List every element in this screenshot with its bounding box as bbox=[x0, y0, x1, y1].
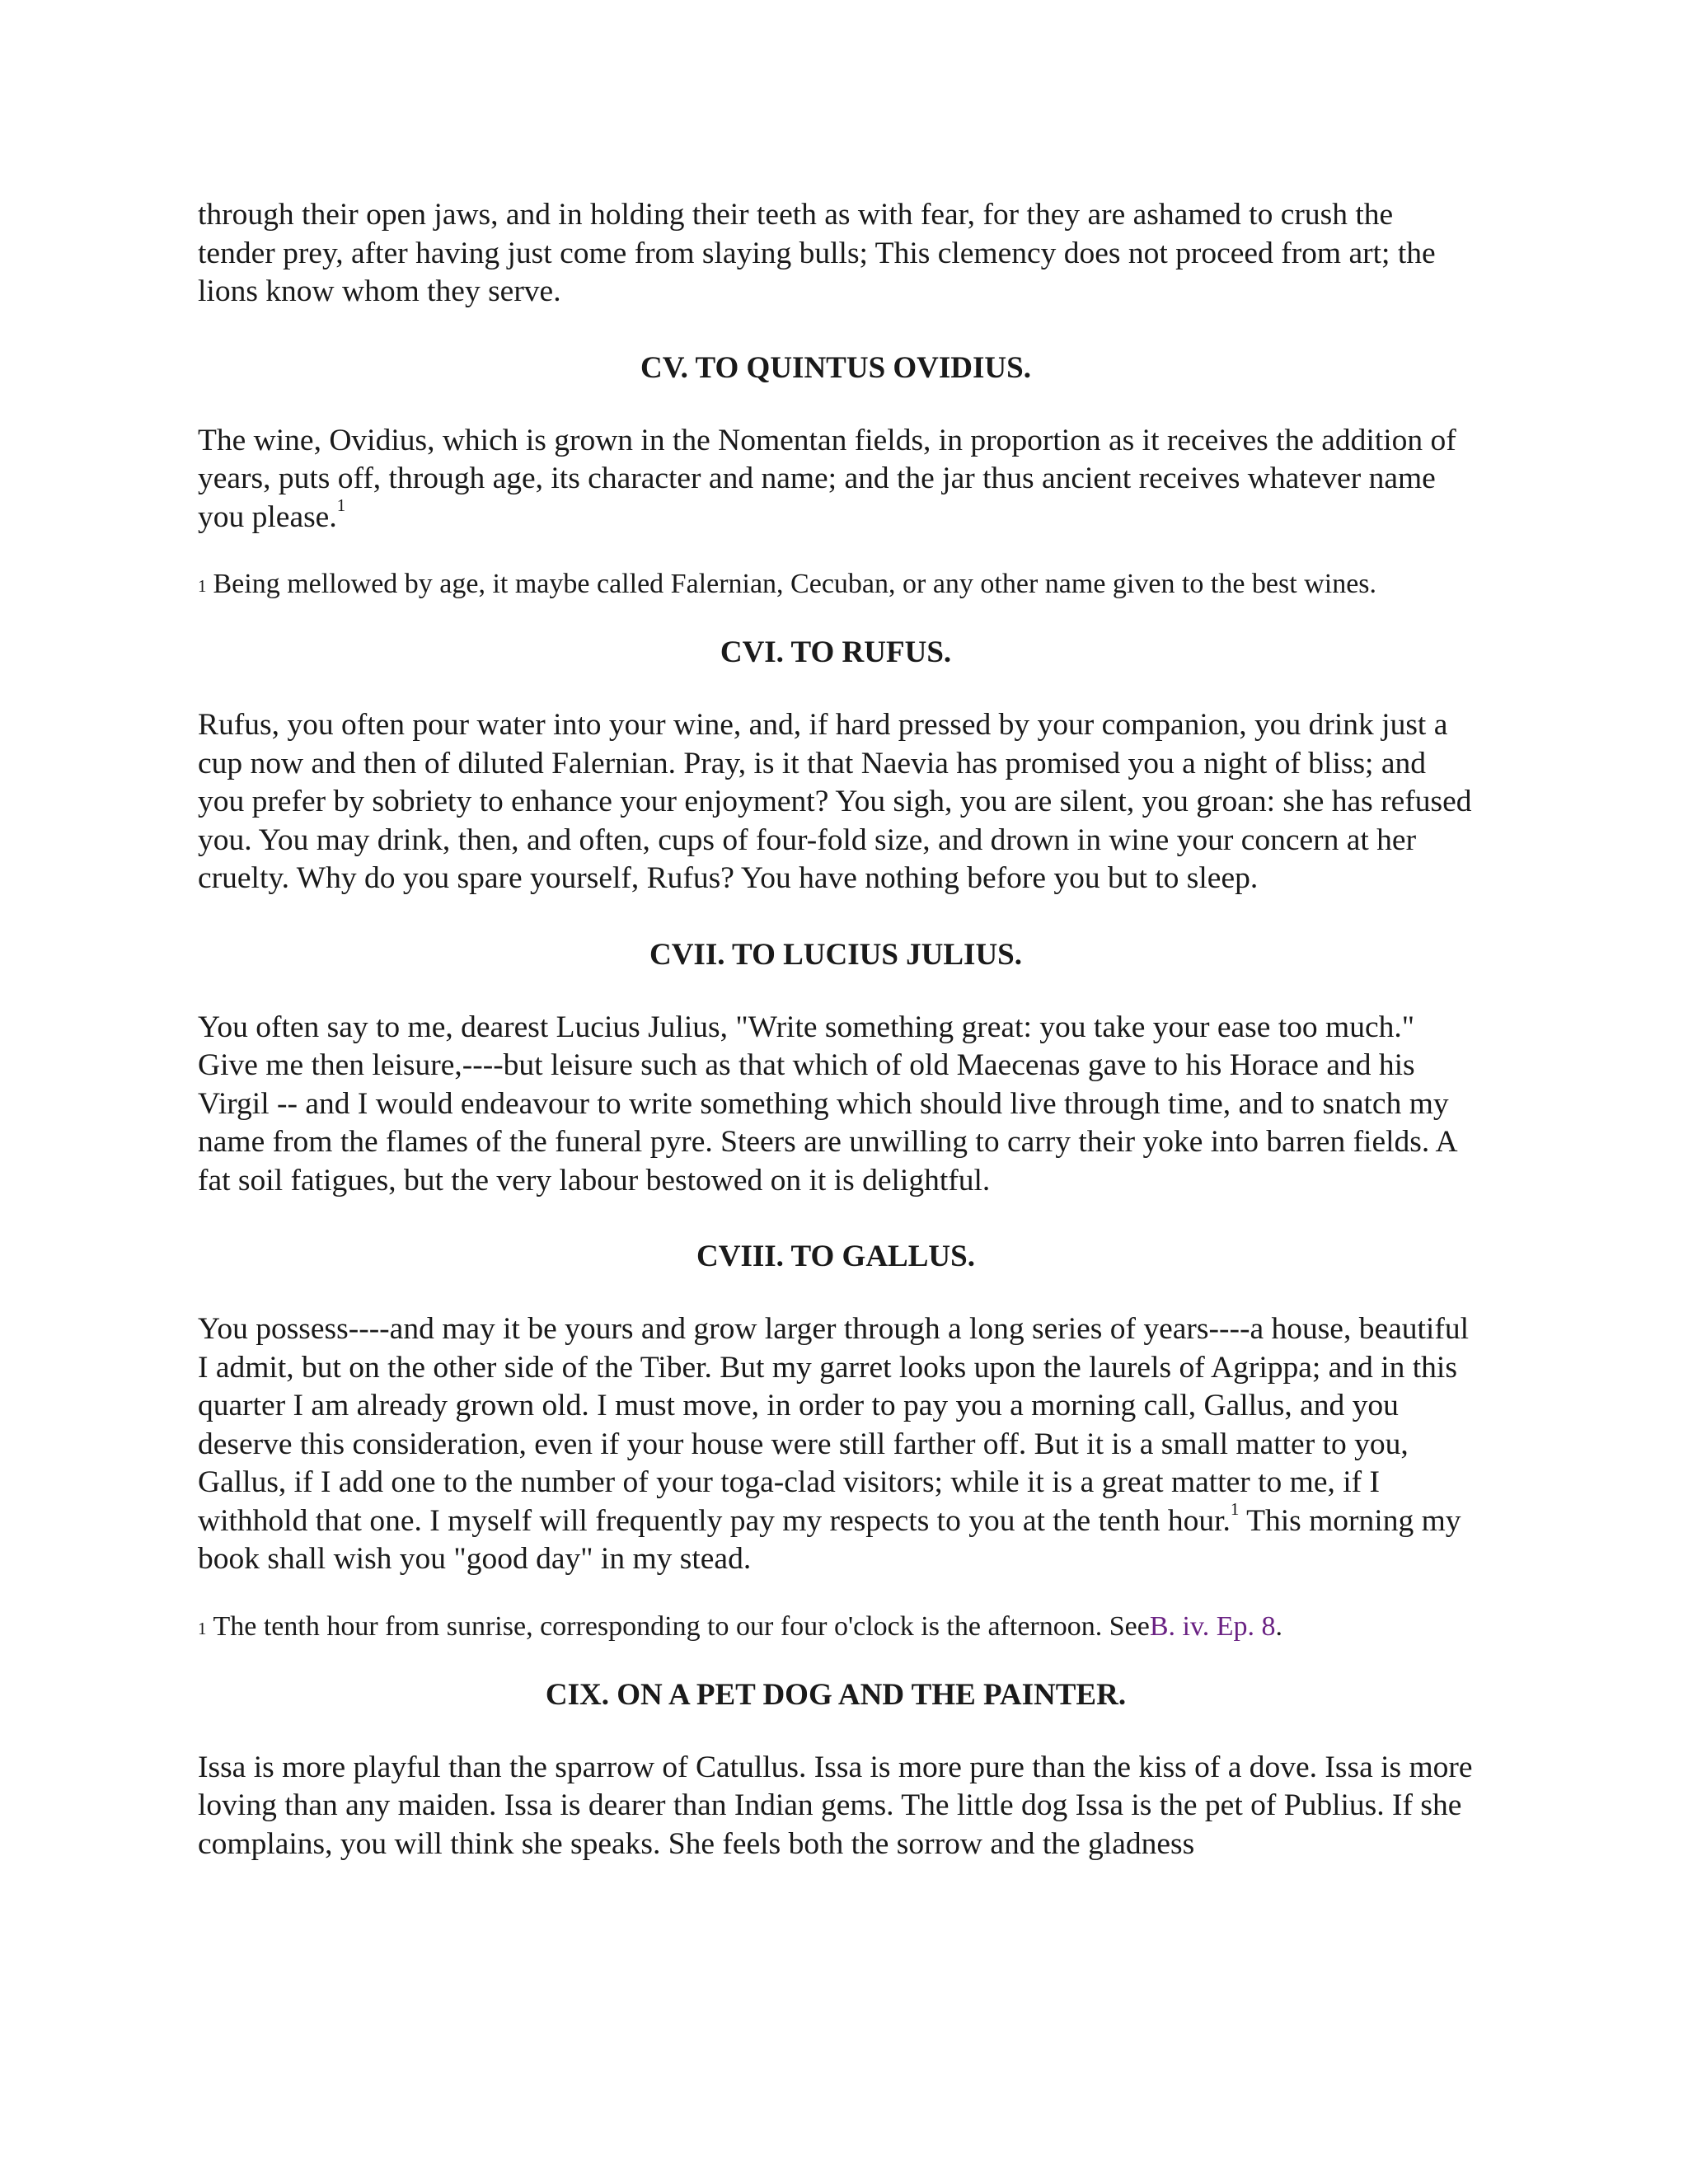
heading-cvi: CVI. TO RUFUS. bbox=[720, 635, 952, 669]
page-content bbox=[198, 196, 1474, 1863]
paragraph-cvii: You often say to me, dearest Lucius Julius, "Write something great: you take your ease too much." Give me then leisure,----but leisure such as that which of old Maecenas gave to his Horace and his Virgil -- and I would endeavour to write something which should live through time, and to snatch my name from the flames of the funeral pyre. Steers are unwilling to carry their yoke into barren fields. A fat soil fatigues, but the very labour bestowed on it is delightful. bbox=[198, 1010, 1456, 1197]
footnote-cviii bbox=[198, 1609, 1474, 1645]
footnote-cviii-text: The tenth hour from sunrise, corresponding to our four o'clock is the afternoon. See bbox=[213, 1610, 1150, 1642]
paragraph-cviii bbox=[198, 1310, 1474, 1579]
note-ref-cviii: 1 bbox=[1230, 1498, 1240, 1519]
heading-cvii: CVII. TO LUCIUS JULIUS. bbox=[649, 937, 1023, 972]
footnote-mark-cv: 1 bbox=[198, 576, 207, 596]
paragraph-cviii-text: You possess----and may it be yours and grow larger through a long series of years----a house, beautiful I admit, but on the other side of the Tiber. But my garret looks upon the laurels of Agrippa; and in this quarter I am already grown old. I must move, in order to pay you a morning call, Gallus, and you deserve this consideration, even if your house were still farther off. But it is a small matter to you, Gallus, if I add one to the number of your toga-clad visitors; while it is a great matter to me, if I withhold that one. I myself will frequently pay my respects to you at the tenth hour. bbox=[198, 1312, 1469, 1538]
footnote-cviii-end: . bbox=[1275, 1610, 1283, 1642]
intro-paragraph: through their open jaws, and in holding their teeth as with fear, for they are ashamed to crush the tender prey, after having just come from slaying bulls; This clemency does not proceed from art; the lions know whom they serve. bbox=[198, 198, 1436, 308]
paragraph-cvi: Rufus, you often pour water into your wine, and, if hard pressed by your companion, you drink just a cup now and then of diluted Falernian. Pray, is it that Naevia has promised you a night of bliss; and you prefer by sobriety to enhance your enjoyment? You sigh, you are silent, you groan: she has refused you. You may drink, then, and often, cups of four-fold size, and drown in wine your concern at her cruelty. Why do you spare yourself, Rufus? You have nothing before you but to sleep. bbox=[198, 708, 1472, 895]
paragraph-cix: Issa is more playful than the sparrow of Catullus. Issa is more pure than the kiss of a dove. Issa is more loving than any maiden. Issa is dearer than Indian gems. The little dog Issa is the pet of Publius. If she complains, you will think she speaks. She feels both the sorrow and the gladness bbox=[198, 1750, 1473, 1861]
note-ref-cv: 1 bbox=[336, 494, 346, 515]
paragraph-cv-text: The wine, Ovidius, which is grown in the Nomentan fields, in proportion as it receives the addition of years, puts off, through age, its character and name; and the jar thus ancient receives whatever name you please. bbox=[198, 423, 1456, 534]
heading-cix: CIX. ON A PET DOG AND THE PAINTER. bbox=[545, 1677, 1127, 1712]
footnote-cv bbox=[198, 566, 1474, 602]
footnote-cviii-link[interactable]: B. iv. Ep. 8 bbox=[1149, 1610, 1276, 1642]
footnote-mark-cviii: 1 bbox=[198, 1618, 207, 1638]
heading-cviii: CVIII. TO GALLUS. bbox=[696, 1240, 975, 1273]
paragraph-cv bbox=[198, 422, 1474, 537]
paragraph-cviii-text-end: This morning my book shall wish you "good day" in my stead. bbox=[198, 1503, 1461, 1576]
footnote-cv-text: Being mellowed by age, it maybe called Falernian, Cecuban, or any other name given to the best wines. bbox=[213, 569, 1377, 599]
heading-cv: CV. TO QUINTUS OVIDIUS. bbox=[640, 350, 1031, 385]
